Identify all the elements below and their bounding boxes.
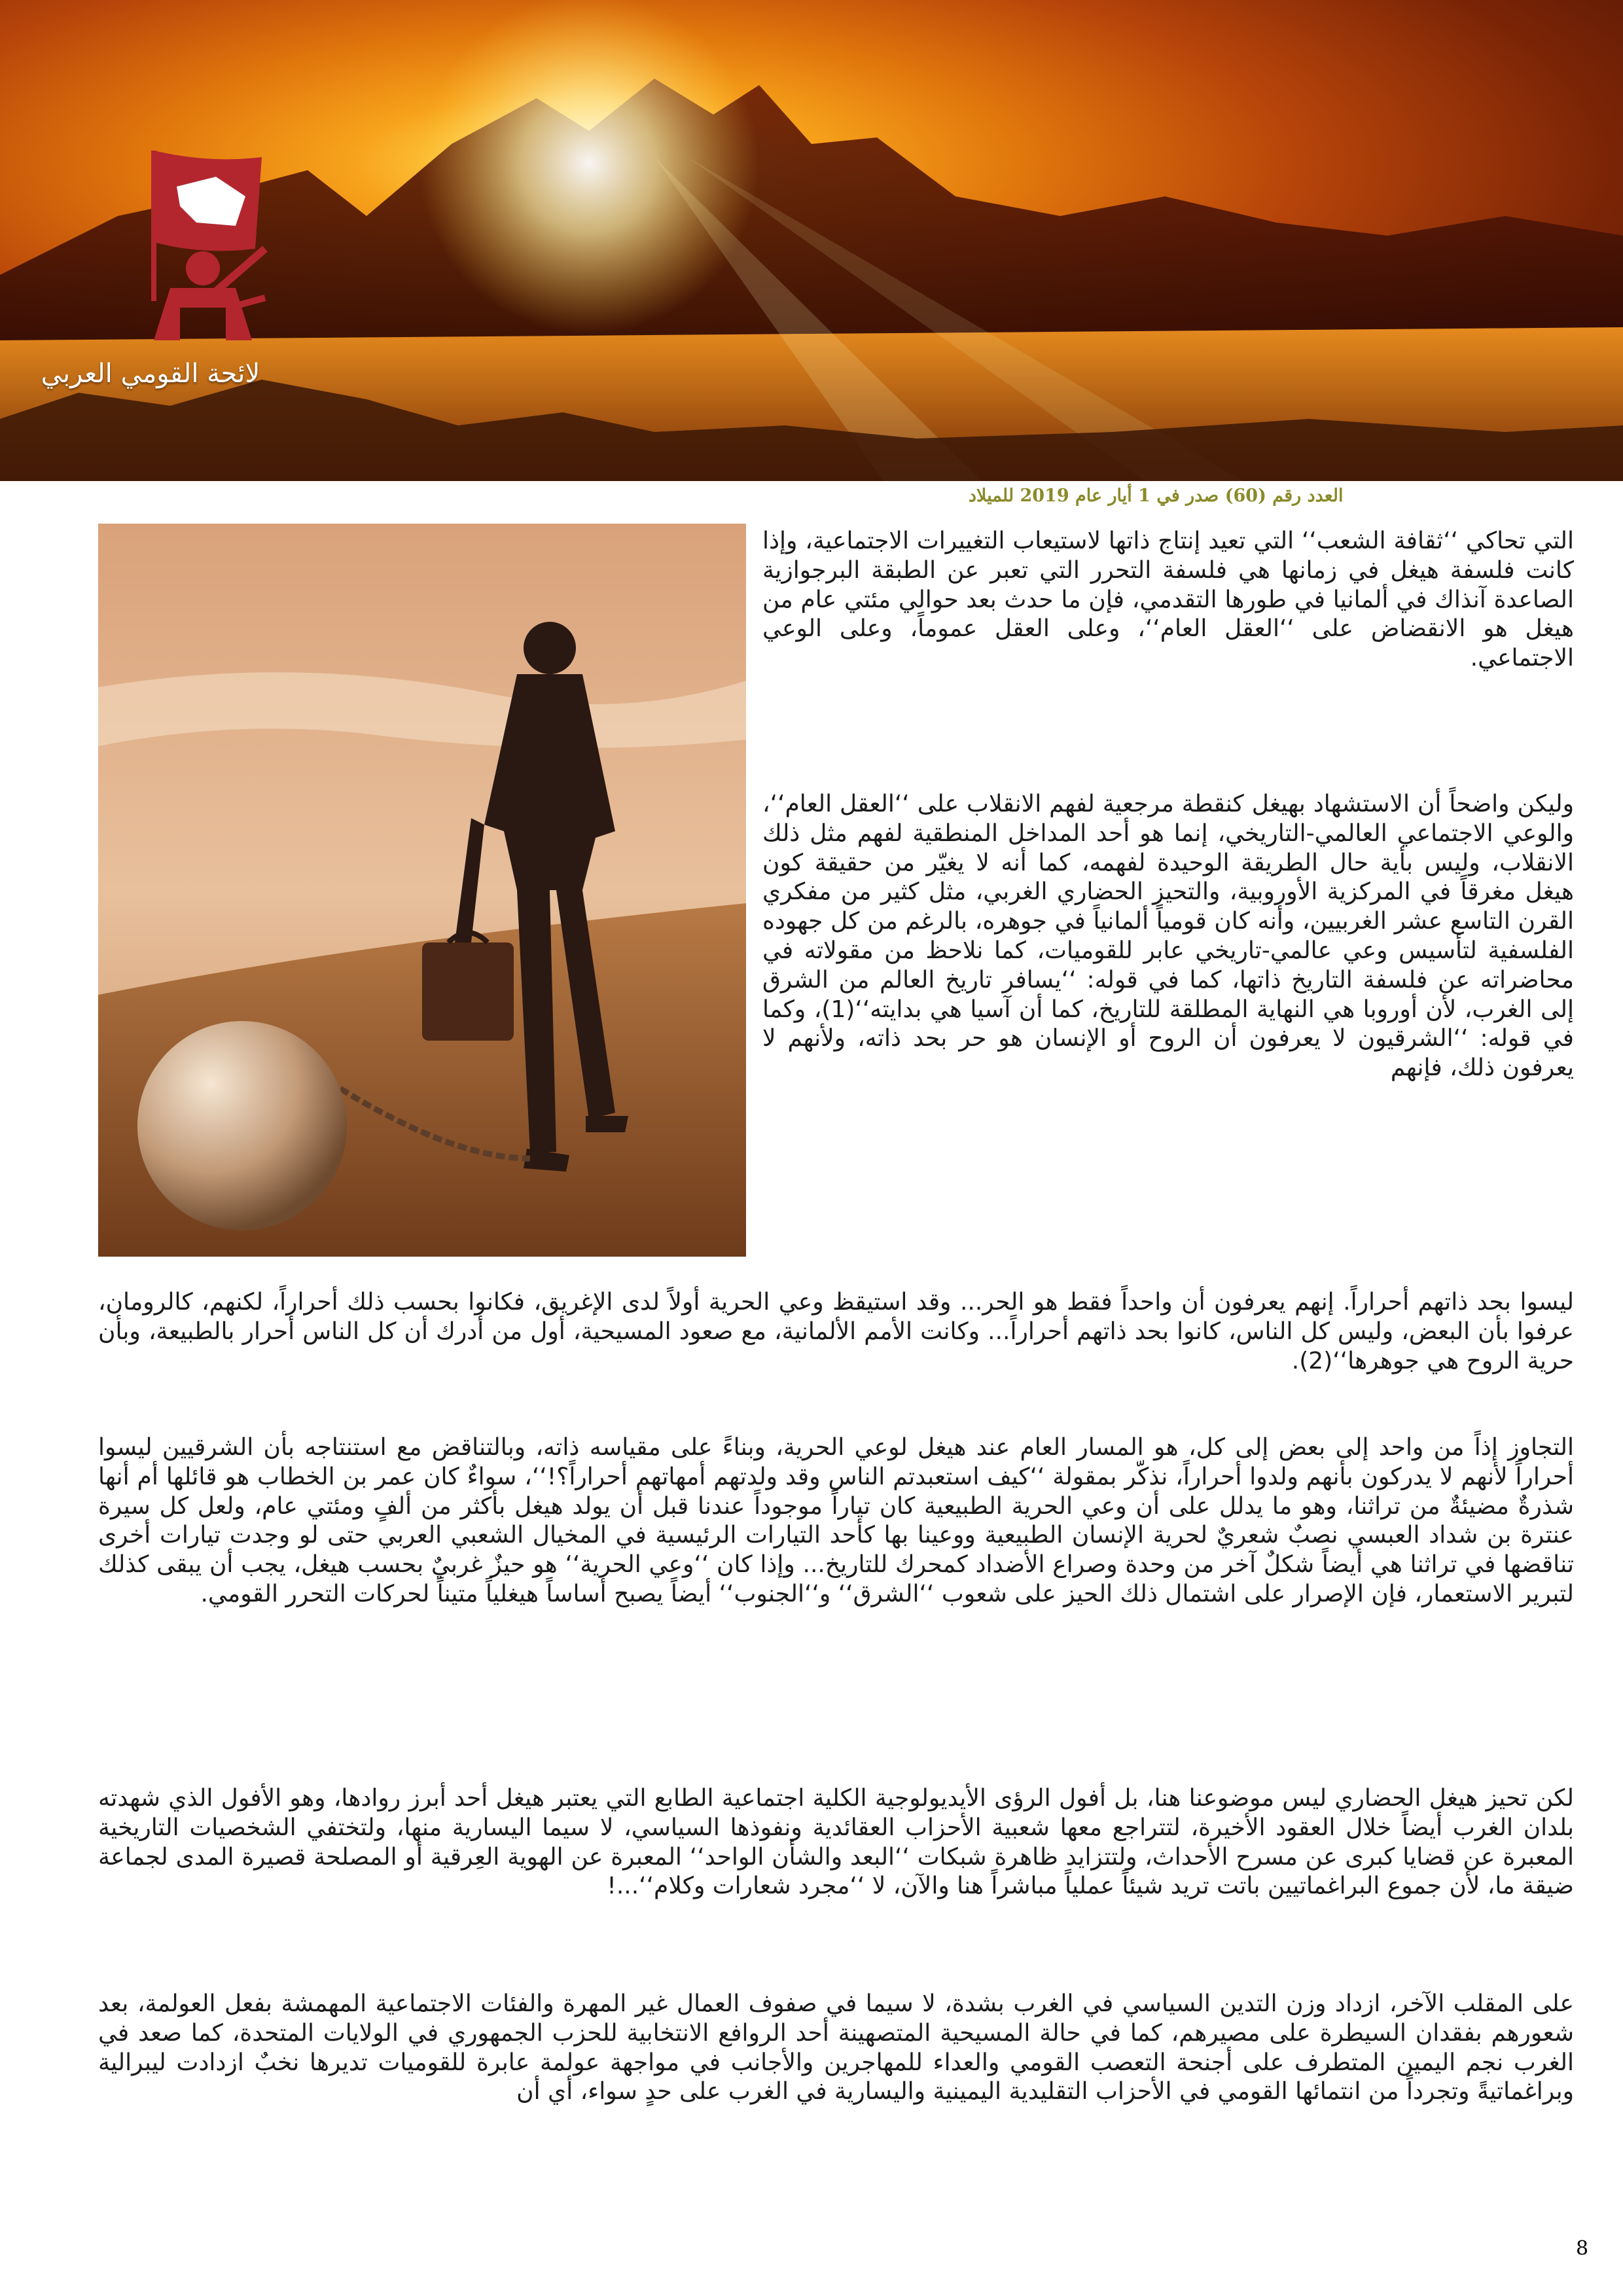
article-image (98, 524, 746, 1257)
article-paragraph-4: لكن تحيز هيغل الحضاري ليس موضوعنا هنا، بل أفول الرؤى الأيديولوجية الكلية اجتماعية الطابع التي يعتبر هيغل أحد أبرز روادها، وهو الأفول الذي شهدته بلدان الغرب أيضاً خلال العقود الأخيرة، لتتراجع معها شعبية الأحزاب العقائدية ونفوذها السياسي، لا سيما اليسارية منها، ولتختفي الشخصيات التاريخية المعبرة عن قضايا كبرى عن مسرح الأحداث، ولتتزايد ظاهرة شبكات ‘‘البعد والشأن الواحد‘‘ المعبرة عن الهوية العِرقية أو المصلحة قصيرة المدى لجماعة ضيقة ما، لأن جموع البراغماتيين باتت تريد شيئاً عملياً مباشراً هنا والآن، لا ‘‘مجرد شعارات وكلام‘‘...! (98, 1785, 1574, 1900)
man-with-ball-and-chain-illustration (98, 524, 746, 1257)
header-banner (0, 0, 1623, 481)
article-paragraph-2-top: وليكن واضحاً أن الاستشهاد بهيغل كنقطة مرجعية لفهم الانقلاب على ‘‘العقل العام‘‘، والوعي الاجتماعي العالمي-التاريخي، إنما هو أحد المداخل المنطقية لفهم مثل ذلك الانقلاب، وليس بأية حال الطريقة الوحيدة لفهمه، كما أنه لا يغيّر من حقيقة كون هيغل مغرقاً في المركزية الأوروبية، والتحيز الحضاري الغربي، مثل كثير من مفكري القرن التاسع عشر الغربيين، وأنه كان قومياً ألمانياً في جوهره، بالرغم من كل جهوده الفلسفية لتأسيس وعي عالمي-تاريخي عابر للقوميات، كما نلاحظ من مقولاته في محاضراته عن فلسفة التاريخ ذاتها، كما في قوله: ‘‘يسافر تاريخ العالم من الشرق إلى الغرب، لأن أوروبا هي النهاية المطلقة للتاريخ، كما أن آسيا هي بدايته‘‘(1)، وكما في قوله: ‘‘الشرقيون لا يعرفون أن الروح أو الإنسان هو حر بحد ذاته، ولأنهم لا يعرفون ذلك، فإنهم (762, 791, 1574, 1082)
sunset-mountains-illustration (0, 0, 1623, 481)
issue-info: العدد رقم (60) صدر في 1 أيار عام 2019 للميلاد (969, 486, 1344, 506)
article-paragraph-1: التي تحاكي ‘‘ثقافة الشعب‘‘ التي تعيد إنتاج ذاتها لاستيعاب التغييرات الاجتماعية، وإذا كانت فلسفة هيغل في زمانها هي فلسفة التحرر التي تعبر عن الطبقة البرجوازية الصاعدة آنذاك في ألمانيا في طورها التقدمي، فإن ما حدث بعد حوالي مئتي عام من هيغل هو الانقضاض على ‘‘العقل العام‘‘، وعلى العقل عموماً، وعلى الوعي الاجتماعي. (762, 528, 1574, 672)
article-paragraph-2-continued: ليسوا بحد ذاتهم أحراراً. إنهم يعرفون أن واحداً فقط هو الحر... وقد استيقظ وعي الحرية أولاً لدى الإغريق، فكانوا بحسب ذلك أحراراً، لكنهم، كالرومان، عرفوا بأن البعض، وليس كل الناس، كانوا بحد ذاتهم أحراراً... وكانت الأمم الألمانية، مع صعود المسيحية، أول من أدرك أن كل الناس أحرار بالطبيعة، وبأن حرية الروح هي جوهرها‘‘(2). (98, 1289, 1574, 1374)
article-paragraph-5: على المقلب الآخر، ازداد وزن التدين السياسي في الغرب بشدة، لا سيما في صفوف العمال غير المهرة والفئات الاجتماعية المهمشة بفعل العولمة، بعد شعورهم بفقدان السيطرة على مصيرهم، كما في حالة المسيحية المتصهينة أحد الروافع الانتخابية للحزب الجمهوري في الولايات المتحدة، كما صعد في الغرب نجم اليمين المتطرف على أجنحة التعصب القومي والعداء للمهاجرين والأجانب في مواجهة عولمة عابرة للقوميات تديرها نخبٌ ازدادت ليبرالية وبراغماتيةً وتجرداً من انتمائها القومي في الأحزاب التقليدية اليمينية واليسارية في الغرب على حدٍ سواء، أي أن (98, 1990, 1574, 2106)
logo-title: لائحة القومي العربي (41, 359, 260, 389)
page-number: 8 (1576, 2237, 1589, 2260)
article-paragraph-3: التجاوز إذاً من واحد إلى بعض إلى كل، هو المسار العام عند هيغل لوعي الحرية، وبناءً على مقياسه ذاته، وبالتناقض مع استنتاجه بأن الشرقيين ليسوا أحراراً لأنهم لا يدركون بأنهم ولدوا أحراراً، نذكّر بمقولة ‘‘كيف استعبدتم الناس وقد ولدتهم أمهاتهم أحراراً؟!‘‘، سواءٌ كان عمر بن الخطاب هو قائلها أم أنها شذرةٌ مضيئةٌ من تراثنا، وهو ما يدلل على أن وعي الحرية الطبيعية كان تياراً موجوداً عندنا قبل أن يولد هيغل بأكثر من ألفٍ ومئتي عام، ولعل كل سيرة عنترة بن شداد العبسي نصبٌ شعريٌ لحرية الإنسان الطبيعية ووعينا بها كأحد التيارات الرئيسية في المخيال الشعبي العربي حتى لو وجدت تيارات أخرى تناقضها في تراثنا هي أيضاً شكلٌ آخر من وحدة وصراع الأضداد كمحرك للتاريخ... وإذا كان ‘‘وعي الحرية‘‘ هو حيزٌ غربيٌ بحسب هيغل، يجب أن يبقى كذلك لتبرير الاستعمار، فإن الإصرار على اشتمال ذلك الحيز على شعوب ‘‘الشرق‘‘ و‘‘الجنوب‘‘ أيضاً يصبح أساساً هيغلياً متيناً لحركات التحرر القومي. (98, 1434, 1574, 1607)
